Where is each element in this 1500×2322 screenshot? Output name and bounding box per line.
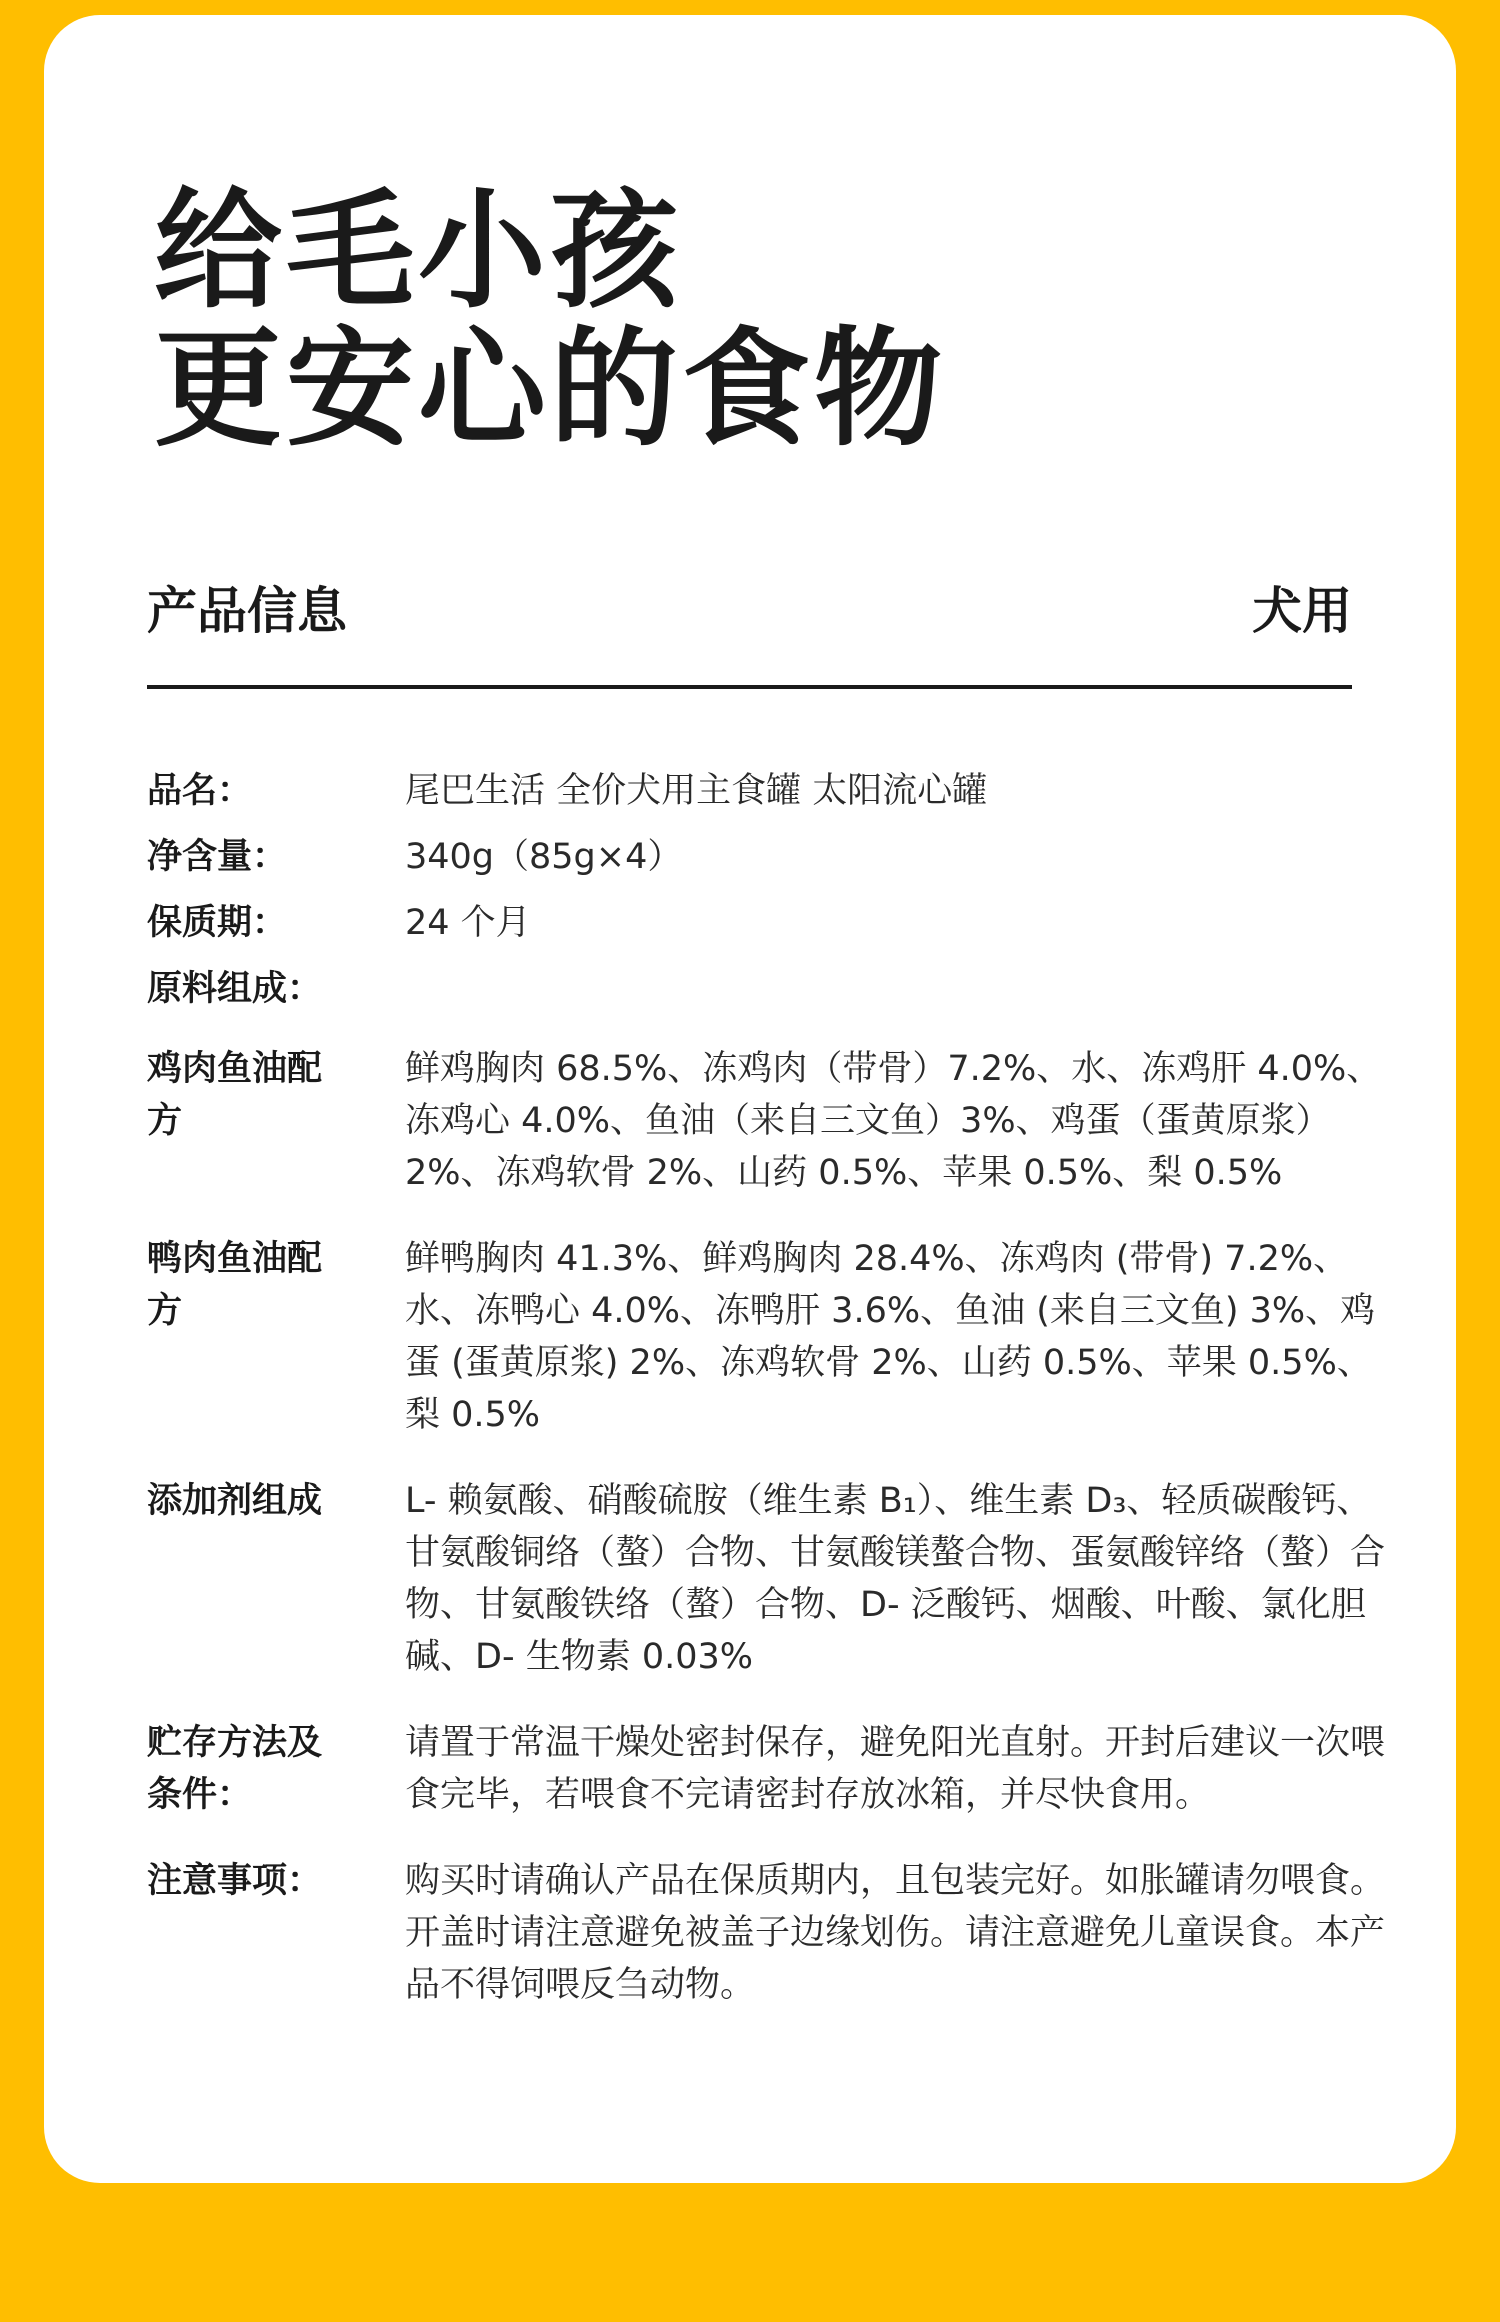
section-title: 产品信息 bbox=[147, 582, 347, 640]
storage-label: 贮存方法及条件： bbox=[147, 1723, 323, 1815]
headline-line-2: 更安心的食物 bbox=[154, 315, 947, 464]
duck-formula-value: 鲜鸭胸肉 41.3%、鲜鸡胸肉 28.4%、冻鸡肉 (带骨) 7.2%、水、冻鸭心 4.0%、冻鸭肝 3.6%、鱼油 (来自三文鱼) 3%、鸡蛋 (蛋黄原浆) 2%、冻鸡软骨 2%、山药 0.5%、苹果 0.5%、梨 0.5% bbox=[405, 1239, 1376, 1435]
row-chicken-formula bbox=[147, 1043, 1417, 1199]
shelf-life-label: 保质期： bbox=[147, 903, 288, 943]
net-content-label: 净含量： bbox=[147, 837, 288, 877]
additives-label: 添加剂组成 bbox=[147, 1481, 323, 1521]
chicken-formula-value: 鲜鸡胸肉 68.5%、冻鸡肉（带骨）7.2%、水、冻鸡肝 4.0%、冻鸡心 4.0%、鱼油（来自三文鱼）3%、鸡蛋（蛋黄原浆）2%、冻鸡软骨 2%、山药 0.5%、苹果 0.5%、梨 0.5% bbox=[405, 1049, 1382, 1193]
row-additives bbox=[147, 1475, 1417, 1683]
row-net-content bbox=[147, 831, 1417, 897]
headline-line-1: 给毛小孩 bbox=[154, 177, 683, 326]
row-notice bbox=[147, 1855, 1417, 2011]
shelf-life-value: 24 个月 bbox=[405, 903, 531, 943]
product-info-list bbox=[147, 765, 1417, 2045]
duck-formula-label: 鸭肉鱼油配方 bbox=[147, 1239, 323, 1331]
section-tag: 犬用 bbox=[1252, 582, 1352, 640]
row-ingredients-heading bbox=[147, 963, 1417, 1029]
row-duck-formula bbox=[147, 1233, 1417, 1441]
row-product-name bbox=[147, 765, 1417, 831]
additives-value: L- 赖氨酸、硝酸硫胺（维生素 B₁）、维生素 D₃、轻质碳酸钙、甘氨酸铜络（螯）合物、甘氨酸镁螯合物、蛋氨酸锌络（螯）合物、甘氨酸铁络（螯）合物、D- 泛酸钙、烟酸、叶酸、氯化胆碱、D- 生物素 0.03% bbox=[405, 1481, 1386, 1677]
net-content-value: 340g（85g×4） bbox=[405, 837, 683, 877]
info-card bbox=[44, 15, 1456, 2183]
notice-label: 注意事项： bbox=[147, 1861, 323, 1901]
section-header bbox=[147, 555, 1352, 689]
ingredients-label: 原料组成： bbox=[147, 969, 323, 1009]
row-storage bbox=[147, 1717, 1417, 1821]
headline bbox=[154, 177, 947, 464]
row-shelf-life bbox=[147, 897, 1417, 963]
notice-value: 购买时请确认产品在保质期内，且包装完好。如胀罐请勿喂食。开盖时请注意避免被盖子边缘划伤。请注意避免儿童误食。本产品不得饲喂反刍动物。 bbox=[405, 1861, 1386, 2005]
storage-value: 请置于常温干燥处密封保存，避免阳光直射。开封后建议一次喂食完毕，若喂食不完请密封存放冰箱，并尽快食用。 bbox=[405, 1723, 1386, 1815]
product-name-label: 品名： bbox=[147, 771, 253, 811]
product-name-value: 尾巴生活 全价犬用主食罐 太阳流心罐 bbox=[405, 771, 988, 811]
chicken-formula-label: 鸡肉鱼油配方 bbox=[147, 1049, 323, 1141]
